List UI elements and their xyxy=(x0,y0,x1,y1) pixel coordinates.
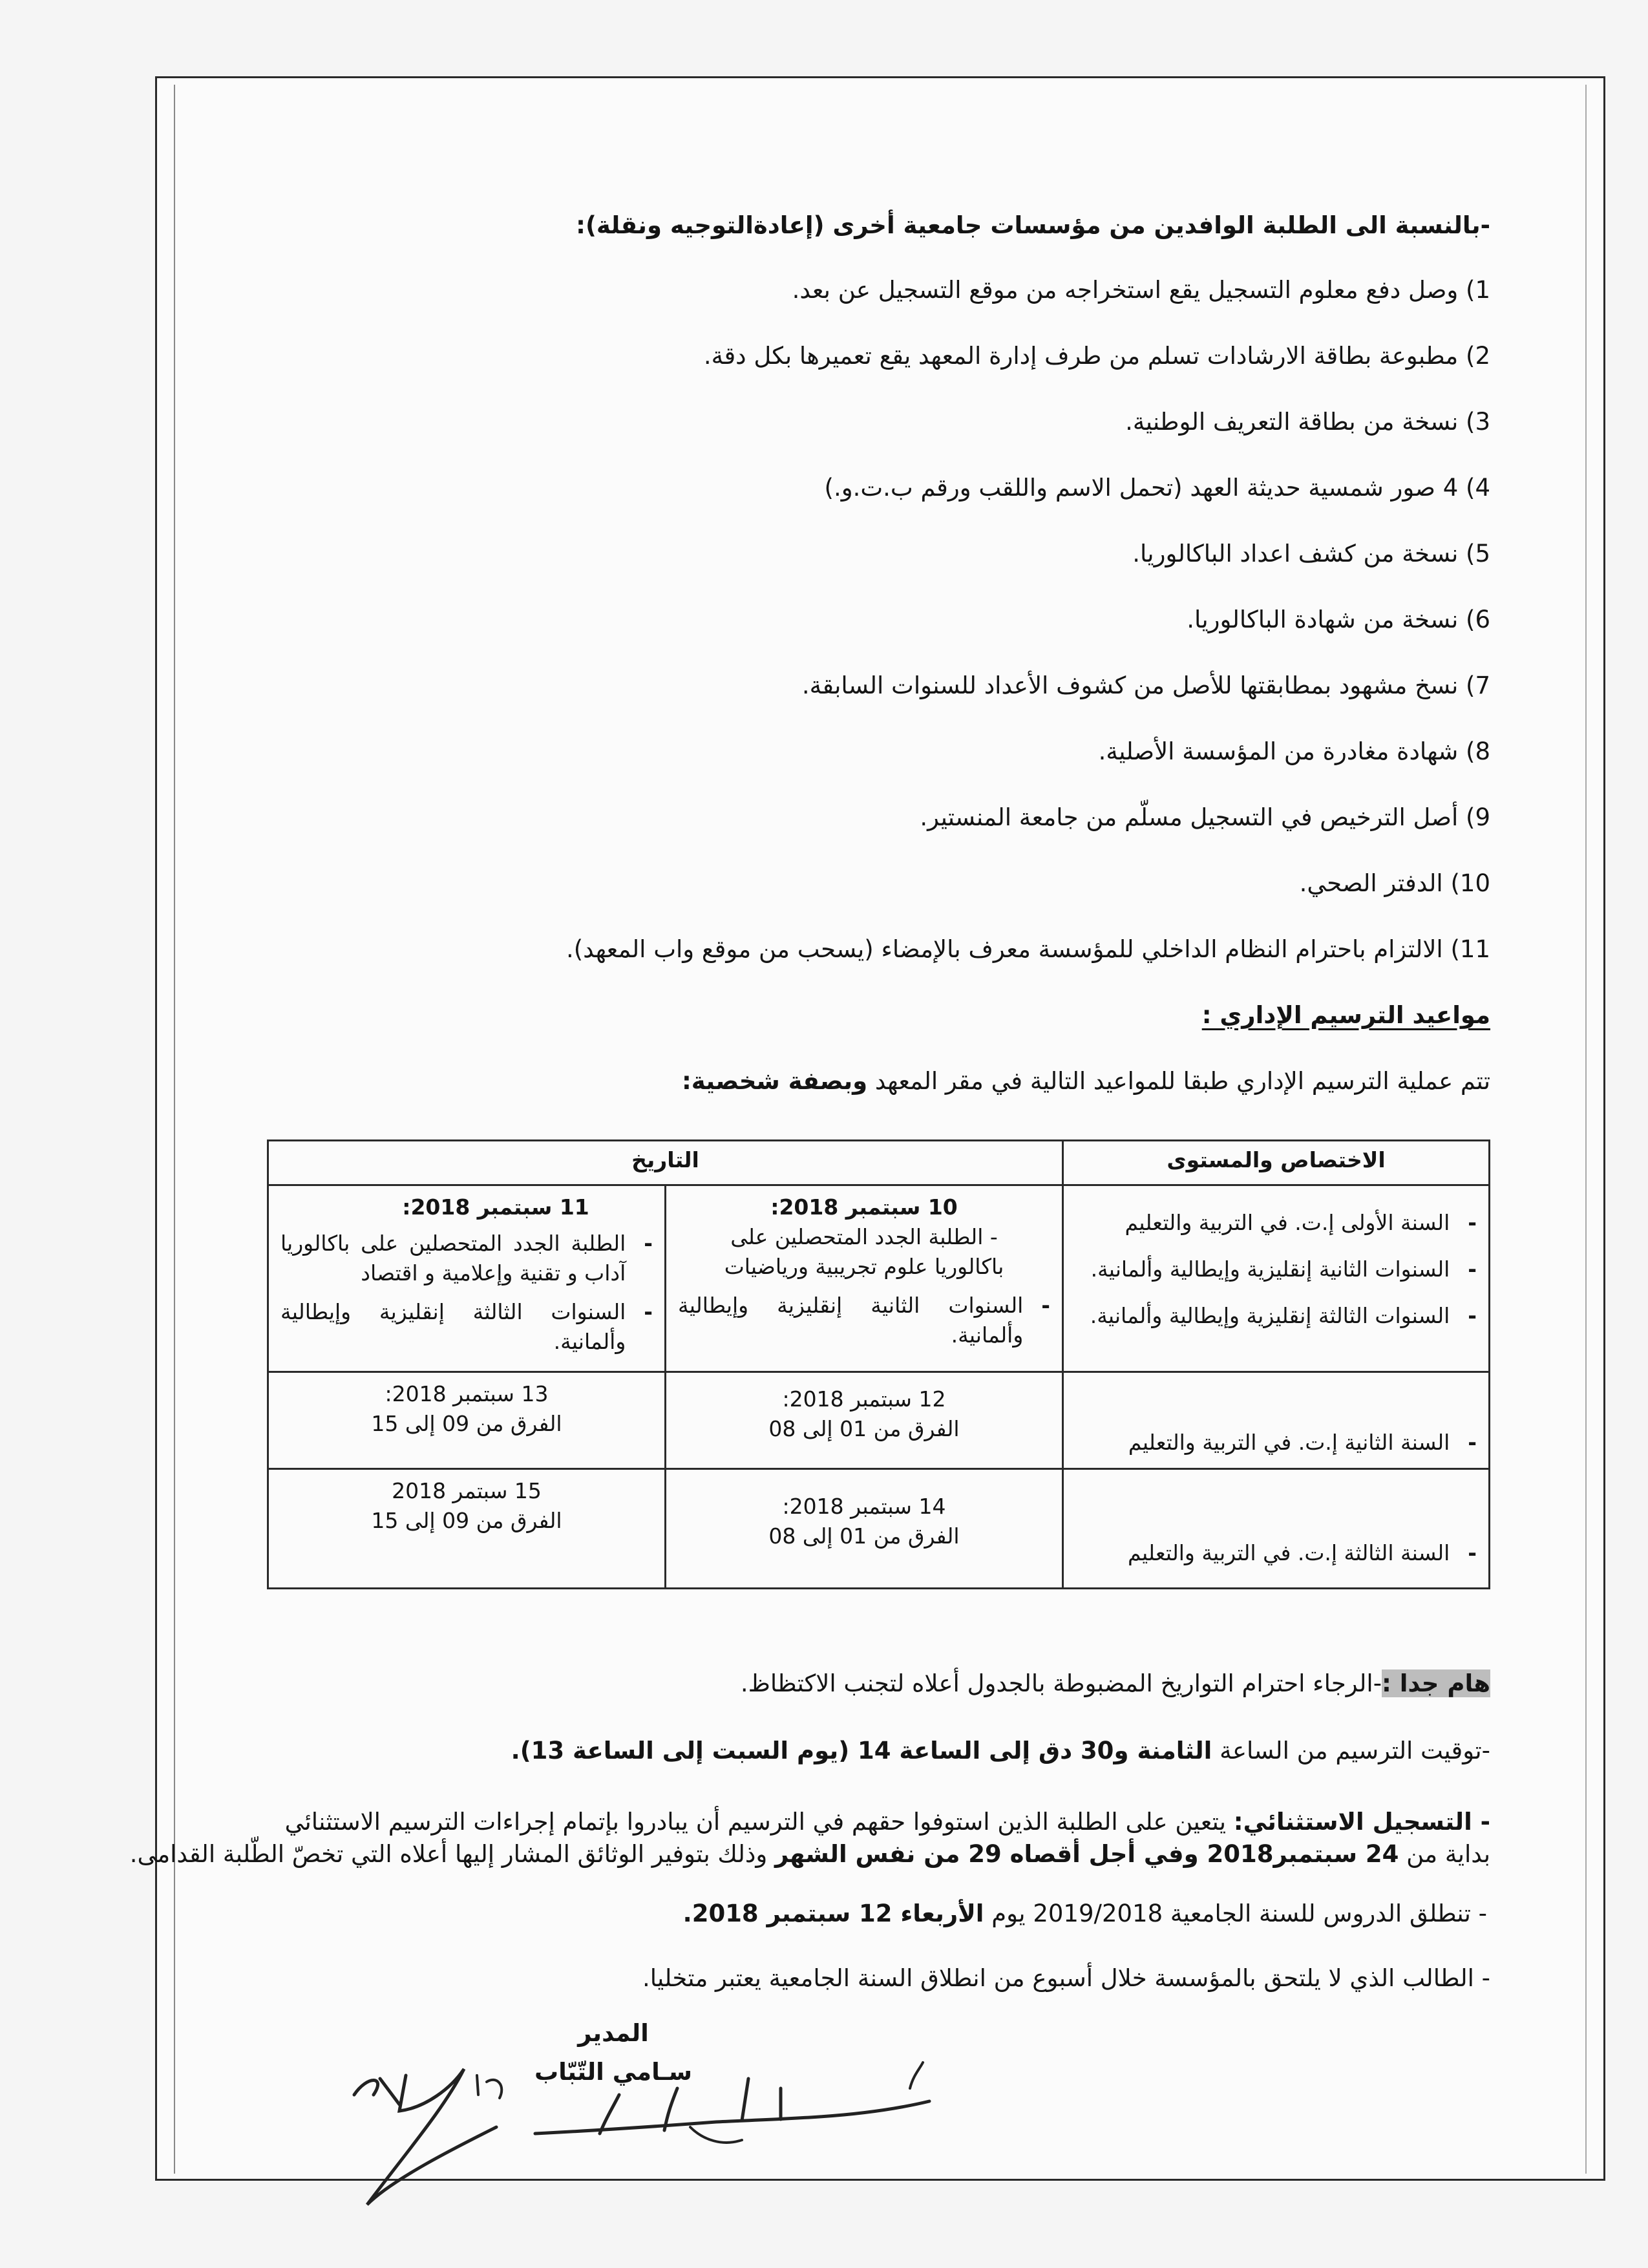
requirement-8: 8) شهادة مغادرة من المؤسسة الأصلية. xyxy=(1098,737,1490,765)
date-cell: 13 سبتمبر 2018: الفرق من 09 إلى 15 xyxy=(268,1372,666,1469)
table-header-specialty: الاختصاص والمستوى xyxy=(1063,1141,1490,1185)
handwritten-signature xyxy=(328,2050,962,2218)
requirement-10: 10) الدفتر الصحي. xyxy=(1299,869,1490,897)
classes-start-note: - تنطلق الدروس للسنة الجامعية 2019/2018 يوم الأربعاء 12 سبتمبر 2018. xyxy=(682,1900,1487,1927)
specialty-cell: - السنة الثالثة إ.ت. في التربية والتعليم xyxy=(1063,1469,1490,1589)
director-name: سـامي التّبّاب xyxy=(534,2058,692,2086)
table-row xyxy=(268,1469,1490,1589)
date-cell: 14 سبتمبر 2018: الفرق من 01 إلى 08 xyxy=(666,1469,1063,1589)
document-page xyxy=(129,76,1605,2181)
exceptional-registration-line2: بداية من 24 سبتمبر2018 وفي أجل أقصاه 29 من نفس الشهر وذلك بتوفير الوثائق المشار إليها أعلاه التي تخصّ الطّلبة القدامى. xyxy=(129,1840,1490,1868)
section-intro: -بالنسبة الى الطلبة الوافدين من مؤسسات جامعية أخرى (إعادةالتوجيه ونقلة): xyxy=(576,211,1490,239)
important-note: هام جدا :-الرجاء احترام التواريخ المضبوطة بالجدول أعلاه لتجنب الاكتظاظ. xyxy=(740,1669,1490,1697)
director-title: المدير xyxy=(578,2019,649,2047)
exceptional-registration-line1: - التسجيل الاستثنائي: يتعين على الطلبة الذين استوفوا حقهم في الترسيم أن يبادروا بإتمام إجراءات الترسيم الاستثنائي xyxy=(284,1808,1490,1836)
date-cell: 10 سبتمبر 2018: - الطلبة الجدد المتحصلين على باكالوريا علوم تجريبية ورياضيات - السنوات الثانية إنقليزية وإيطالية وألمانية. xyxy=(666,1185,1063,1372)
requirement-4: 4) 4 صور شمسية حديثة العهد (تحمل الاسم واللقب ورقم ب.ت.و.) xyxy=(824,474,1490,502)
important-note-label: هام جدا : xyxy=(1382,1669,1490,1697)
date-cell: 12 سبتمبر 2018: الفرق من 01 إلى 08 xyxy=(666,1372,1063,1469)
requirement-7: 7) نسخ مشهود بمطابقتها للأصل من كشوف الأعداد للسنوات السابقة. xyxy=(801,672,1490,699)
requirement-11: 11) الالتزام باحترام النظام الداخلي للمؤسسة معرف بالإمضاء (يسحب من موقع واب المعهد). xyxy=(565,935,1490,963)
withdrawal-note: - الطالب الذي لا يلتحق بالمؤسسة خلال أسبوع من انطلاق السنة الجامعية يعتبر متخليا. xyxy=(642,1964,1490,1992)
requirement-2: 2) مطبوعة بطاقة الارشادات تسلم من طرف إدارة المعهد يقع تعميرها بكل دقة. xyxy=(703,342,1490,370)
schedule-table xyxy=(267,1139,1490,1589)
table-row xyxy=(268,1185,1490,1372)
table-row xyxy=(268,1372,1490,1469)
requirement-9: 9) أصل الترخيص في التسجيل مسلّم من جامعة المنستير. xyxy=(920,803,1490,831)
specialty-cell: - السنة الأولى إ.ت. في التربية والتعليم - السنوات الثانية إنقليزية وإيطالية وألمانية. - السنوات الثالثة إنقليزية وإيطالية وألمانية. xyxy=(1063,1185,1490,1372)
specialty-cell: - السنة الثانية إ.ت. في التربية والتعليم xyxy=(1063,1372,1490,1469)
requirement-5: 5) نسخة من كشف اعداد الباكالوريا. xyxy=(1132,540,1490,567)
schedule-heading: مواعيد الترسيم الإداري : xyxy=(1201,1001,1490,1029)
requirement-1: 1) وصل دفع معلوم التسجيل يقع استخراجه من موقع التسجيل عن بعد. xyxy=(792,276,1490,304)
schedule-intro: تتم عملية الترسيم الإداري طبقا للمواعيد التالية في مقر المعهد وبصفة شخصية: xyxy=(681,1067,1490,1095)
date-cell: 11 سبتمبر 2018: - الطلبة الجدد المتحصلين على باكالوريا آداب و تقنية وإعلامية و اقتصاد - السنوات الثالثة إنقليزية وإيطالية وألمانية. xyxy=(268,1185,666,1372)
table-header-date: التاريخ xyxy=(268,1141,1063,1185)
requirement-6: 6) نسخة من شهادة الباكالوريا. xyxy=(1187,606,1490,633)
timing-note: -توقيت الترسيم من الساعة الثامنة و30 دق إلى الساعة 14 (يوم السبت إلى الساعة 13). xyxy=(511,1737,1490,1765)
requirement-3: 3) نسخة من بطاقة التعريف الوطنية. xyxy=(1125,408,1490,436)
date-cell: 15 سبتمر 2018 الفرق من 09 إلى 15 xyxy=(268,1469,666,1589)
